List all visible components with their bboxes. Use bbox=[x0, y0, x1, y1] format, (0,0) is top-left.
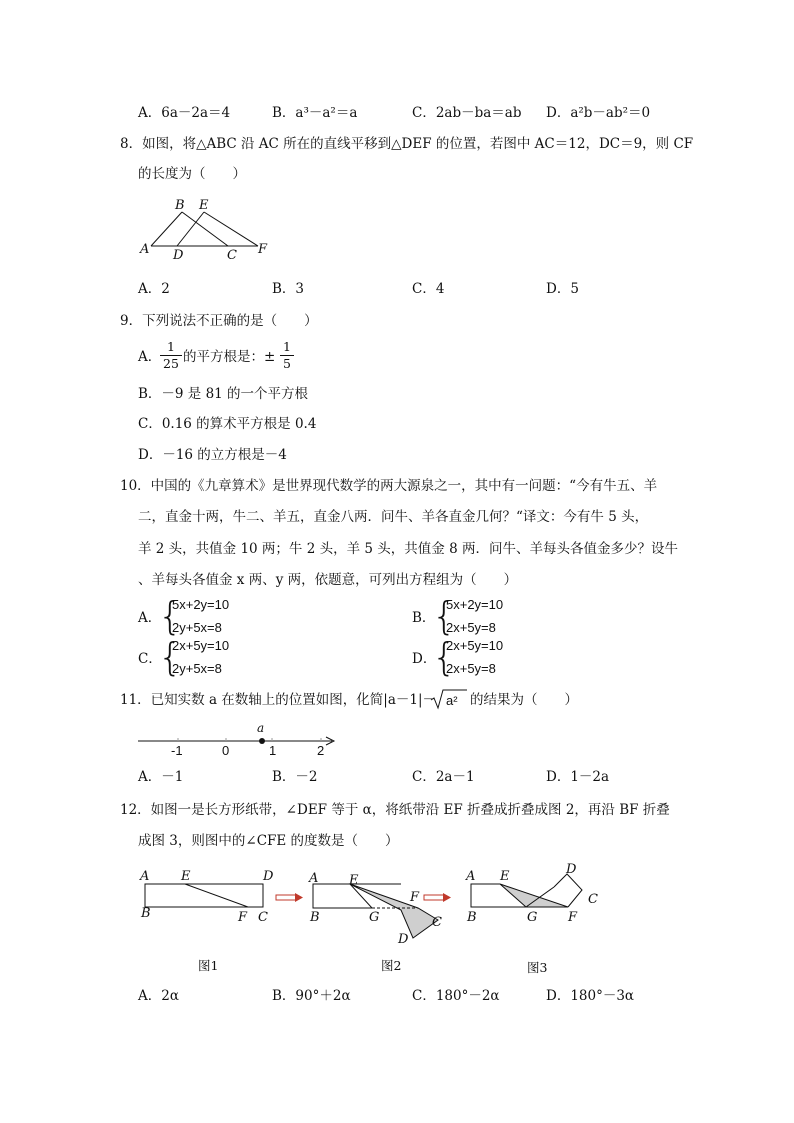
q9-option-b: B．－9 是 81 的一个平方根 bbox=[138, 386, 309, 402]
q10-option-d-eq1: 2x+5y=10 bbox=[446, 638, 504, 653]
q12-option-d: D．180°－3α bbox=[546, 988, 635, 1004]
q12-f3-label-a: A bbox=[466, 869, 476, 884]
q12-f2-label-e: E bbox=[349, 873, 359, 888]
q10-option-c-eq2: 2y+5x=8 bbox=[172, 661, 222, 676]
q12-f2-label-d: D bbox=[398, 932, 409, 947]
q12-f1-label-e: E bbox=[181, 869, 191, 884]
q10-option-c-eq1: 2x+5y=10 bbox=[172, 638, 230, 653]
q11-option-b: B．－2 bbox=[272, 769, 318, 785]
q10-option-d-label: D． bbox=[412, 651, 437, 667]
q11-point-label: a bbox=[257, 721, 265, 735]
q12-arrow-2 bbox=[424, 893, 452, 903]
q8-label-b: B bbox=[175, 198, 185, 213]
q9-fraction-1-25 bbox=[160, 340, 182, 371]
q10-option-d-brace: { bbox=[432, 635, 457, 679]
q12-f2-label-a: A bbox=[309, 871, 319, 886]
q10-option-b-eq2: 2x+5y=8 bbox=[446, 620, 496, 635]
q11-tick-2: 2 bbox=[317, 743, 325, 758]
q12-f3-label-f: F bbox=[568, 910, 578, 925]
q9-frac1-numerator: 1 bbox=[167, 339, 175, 354]
q7-option-d: D．a²b－ab²＝0 bbox=[546, 105, 651, 121]
q9-frac2-denominator: 5 bbox=[283, 356, 291, 371]
q11-stem-pre: 11．已知实数 a 在数轴上的位置如图，化简|a－1|－ bbox=[120, 692, 437, 708]
q12-caption-fig3: 图3 bbox=[527, 960, 548, 975]
q12-line2: 成图 3，则图中的∠CFE 的度数是（ ） bbox=[138, 833, 399, 849]
q11-number-line bbox=[138, 735, 338, 749]
q10-option-a-brace: { bbox=[158, 594, 183, 638]
q11-point-a bbox=[259, 738, 265, 744]
q11-tick-1: 1 bbox=[269, 743, 277, 758]
q10-option-b-brace: { bbox=[432, 594, 457, 638]
q10-line2: 二，直金十两，牛二、羊五，直金八两．问牛、羊各直金几何？“译文：今有牛 5 头， bbox=[138, 509, 649, 525]
q9-option-d: D．－16 的立方根是－4 bbox=[138, 447, 287, 463]
q12-f2-label-f: F bbox=[410, 890, 420, 905]
q8-label-f: F bbox=[258, 242, 268, 257]
q9-option-c: C．0.16 的算术平方根是 0.4 bbox=[138, 416, 317, 432]
q12-option-a: A．2α bbox=[138, 988, 179, 1004]
q8-label-c: C bbox=[227, 248, 237, 263]
q12-caption-fig1: 图1 bbox=[198, 958, 219, 973]
q7-option-c: C．2ab－ba＝ab bbox=[412, 105, 522, 121]
q10-option-a-label: A． bbox=[138, 610, 162, 626]
q12-f3-label-b: B bbox=[467, 910, 477, 925]
q9-fraction-1-5 bbox=[280, 340, 294, 371]
q11-radicand: a² bbox=[446, 693, 458, 708]
q9-frac1-denominator: 25 bbox=[163, 356, 179, 371]
q10-option-c-label: C． bbox=[138, 651, 162, 667]
q8-text-line1: 8．如图，将△ABC 沿 AC 所在的直线平移到△DEF 的位置，若图中 AC＝12，DC＝9，则 CF bbox=[120, 136, 694, 152]
q12-f1-label-c: C bbox=[258, 910, 268, 925]
q12-arrow-1 bbox=[276, 893, 304, 903]
q10-option-b-label: B． bbox=[412, 610, 436, 626]
q7-option-a: A．6a－2a＝4 bbox=[138, 105, 231, 121]
q12-f2-label-b: B bbox=[310, 910, 320, 925]
q9-option-a-prefix: A． bbox=[138, 349, 162, 365]
q11-option-c: C．2a－1 bbox=[412, 769, 475, 785]
q8-label-a: A bbox=[140, 242, 150, 257]
q10-option-d-eq2: 2x+5y=8 bbox=[446, 661, 496, 676]
q12-figure-2 bbox=[308, 870, 448, 945]
q10-option-a-eq1: 5x+2y=10 bbox=[172, 597, 230, 612]
q10-option-c-brace: { bbox=[158, 635, 183, 679]
q12-f2-label-g: G bbox=[369, 910, 380, 925]
q12-line1: 12．如图一是长方形纸带，∠DEF 等于 α，将纸带沿 EF 折叠成折叠成图 2，再沿 BF 折叠 bbox=[120, 802, 670, 818]
q11-stem-post: 的结果为（ ） bbox=[470, 692, 578, 708]
q8-label-e: E bbox=[199, 198, 209, 213]
q12-figure-3 bbox=[466, 862, 606, 912]
q10-option-b-eq1: 5x+2y=10 bbox=[446, 597, 504, 612]
q8-option-b: B．3 bbox=[272, 281, 305, 297]
q12-f3-label-g: G bbox=[527, 910, 538, 925]
q8-text-line2: 的长度为（ ） bbox=[138, 166, 246, 182]
q12-caption-fig2: 图2 bbox=[381, 958, 402, 973]
q12-f1-label-b: B bbox=[141, 906, 151, 921]
q11-tick-minus1: -1 bbox=[171, 743, 183, 758]
q11-option-a: A．－1 bbox=[138, 769, 184, 785]
q12-option-b: B．90°＋2α bbox=[272, 988, 351, 1004]
q12-f1-label-f: F bbox=[238, 910, 248, 925]
q11-tick-0: 0 bbox=[222, 743, 230, 758]
q12-f1-label-d: D bbox=[263, 869, 274, 884]
q12-f2-label-c: C bbox=[432, 915, 442, 930]
q12-f3-label-c: C bbox=[588, 892, 598, 907]
q12-f1-label-a: A bbox=[140, 869, 150, 884]
q7-option-b: B．a³－a²＝a bbox=[272, 105, 358, 121]
q12-f3-label-d: D bbox=[566, 862, 577, 877]
q9-option-a-middle: 的平方根是：± bbox=[183, 349, 276, 365]
q12-option-c: C．180°－2α bbox=[412, 988, 500, 1004]
q8-label-d: D bbox=[173, 248, 184, 263]
q10-line3: 羊 2 头，共值金 10 两；牛 2 头，羊 5 头，共值金 8 两．问牛、羊每头各值金多少？设牛 bbox=[138, 541, 678, 557]
q9-frac2-numerator: 1 bbox=[283, 339, 291, 354]
q12-figure-1 bbox=[140, 875, 270, 915]
q11-option-d: D．1－2a bbox=[546, 769, 610, 785]
q12-f3-label-e: E bbox=[500, 869, 510, 884]
q8-option-a: A．2 bbox=[138, 281, 170, 297]
q8-option-d: D．5 bbox=[546, 281, 579, 297]
q8-option-c: C．4 bbox=[412, 281, 445, 297]
q10-option-a-eq2: 2y+5x=8 bbox=[172, 620, 222, 635]
q10-line1: 10．中国的《九章算术》是世界现代数学的两大源泉之一，其中有一问题：“今有牛五、羊 bbox=[120, 478, 658, 494]
q10-line4: 、羊每头各值金 x 两、y 两，依题意，可列出方程组为（ ） bbox=[138, 572, 518, 588]
q9-stem: 9．下列说法不正确的是（ ） bbox=[120, 313, 318, 329]
